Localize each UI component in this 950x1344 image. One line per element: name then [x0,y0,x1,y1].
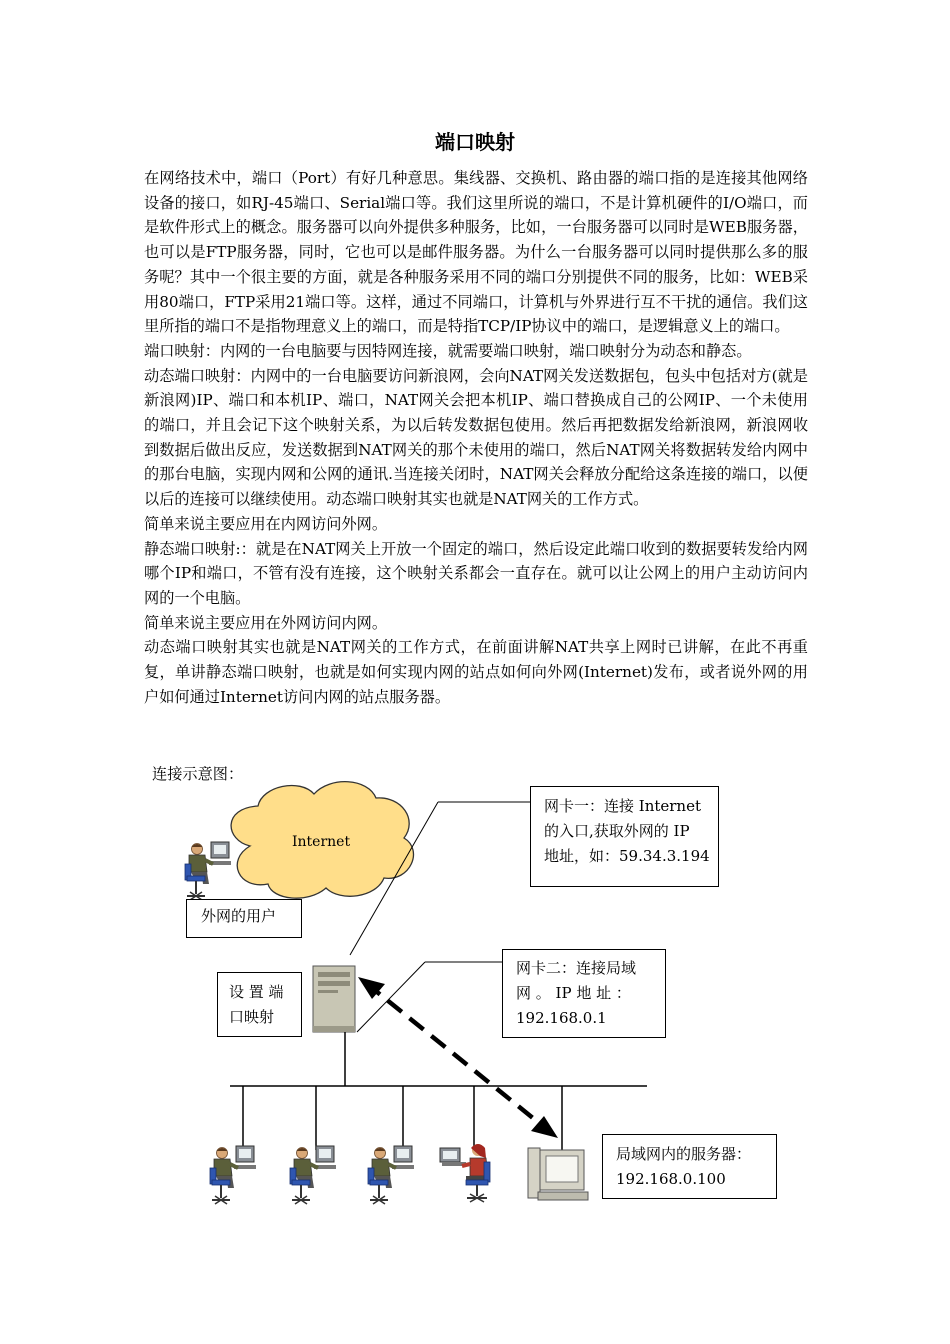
lan-server-line: 局域网内的服务器： [616,1145,752,1163]
mapping-arrowhead-icon [531,1116,558,1138]
lan-server-computer-icon [528,1148,588,1200]
page-title: 端口映射 [435,130,515,154]
nic2-line: 192.168.0.1 [516,1009,607,1027]
nic1-line: 的入口,获取外网的 IP [544,822,690,840]
port-mapping-line: 设 置 端 [229,983,284,1001]
lan-user-icon [368,1146,414,1204]
lan-user-icon [290,1146,336,1204]
port-mapping-line: 口映射 [229,1008,275,1026]
nic2-line: 网 。 IP 地 址 ： [516,984,631,1002]
nic2-line: 网卡二：连接局域 [516,959,637,977]
mapping-arrowhead-icon [358,977,385,999]
port-mapping-box [217,972,302,1037]
paragraph: 在网络技术中，端口（Port）有好几种意思。集线器、交换机、路由器的端口指的是连接其他网络设备的接口，如RJ-45端口、Serial端口等。我们这里所说的端口，不是计算机硬件的I/O端口，而是软件形式上的概念。服务器可以向外提供多种服务，比如，一台服务器可以同时是WEB服务器，也可以是FTP服务器，同时，它也可以是邮件服务器。为什么一台服务器可以同时提供那么多的服务呢？其中一个很主要的方面，就是各种服务采用不同的端口分别提供不同的服务，比如：WEB采用80端口，FTP采用21端口等。这样，通过不同端口，计算机与外界进行互不干扰的通信。我们这里所指的端口不是指物理意义上的端口，而是特指TCP/IP协议中的端口，是逻辑意义上的端口。 [144,169,808,336]
nic2-label-box [502,949,666,1038]
paragraph: 动态端口映射：内网中的一台电脑要访问新浪网，会向NAT网关发送数据包，包头中包括对方(就是新浪网)IP、端口和本机IP、端口，NAT网关会把本机IP、端口替换成自己的公网IP、一个未使用的端口，并且会记下这个映射关系，为以后转发数据包使用。然后再把数据发给新浪网，新浪网收到数据后做出反应，发送数据到NAT网关的那个未使用的端口，然后NAT网关将数据转发给内网中的那台电脑，实现内网和公网的通讯.当连接关闭时，NAT网关会释放分配给这条连接的端口，以便以后的连接可以继续使用。动态端口映射其实也就是NAT网关的工作方式。 [144,366,808,509]
lan-server-line: 192.168.0.100 [616,1170,726,1188]
external-user-icon [185,842,231,900]
internet-label: Internet [292,834,351,850]
paragraph: 简单来说主要应用在外网访问内网。 [144,613,387,632]
paragraph: 端口映射：内网的一台电脑要与因特网连接，就需要端口映射，端口映射分为动态和静态。 [144,341,752,360]
lan-user-female-icon [440,1144,490,1202]
lan-server-label-box [602,1134,777,1199]
paragraph: 静态端口映射:：就是在NAT网关上开放一个固定的端口，然后设定此端口收到的数据要转发给内网哪个IP和端口，不管有没有连接，这个映射关系都会一直存在。就可以让公网上的用户主动访问内网的一个电脑。 [144,539,808,607]
nic1-line: 地址，如：59.34.3.194 [544,847,710,865]
diagram-caption: 连接示意图： [152,765,244,783]
external-user-label: 外网的用户 [186,899,302,938]
paragraph: 简单来说主要应用在内网访问外网。 [144,514,387,533]
nic1-line: 网卡一：连接 Internet [544,797,701,815]
lan-user-icon [210,1146,256,1204]
nic1-label-box [530,786,719,887]
paragraph: 动态端口映射其实也就是NAT网关的工作方式，在前面讲解NAT共享上网时已讲解，在此不再重复，单讲静态端口映射，也就是如何实现内网的站点如何向外网(Internet)发布，或者说外网的用户如何通过Internet访问内网的站点服务器。 [144,638,808,706]
nat-server-icon [313,966,355,1032]
